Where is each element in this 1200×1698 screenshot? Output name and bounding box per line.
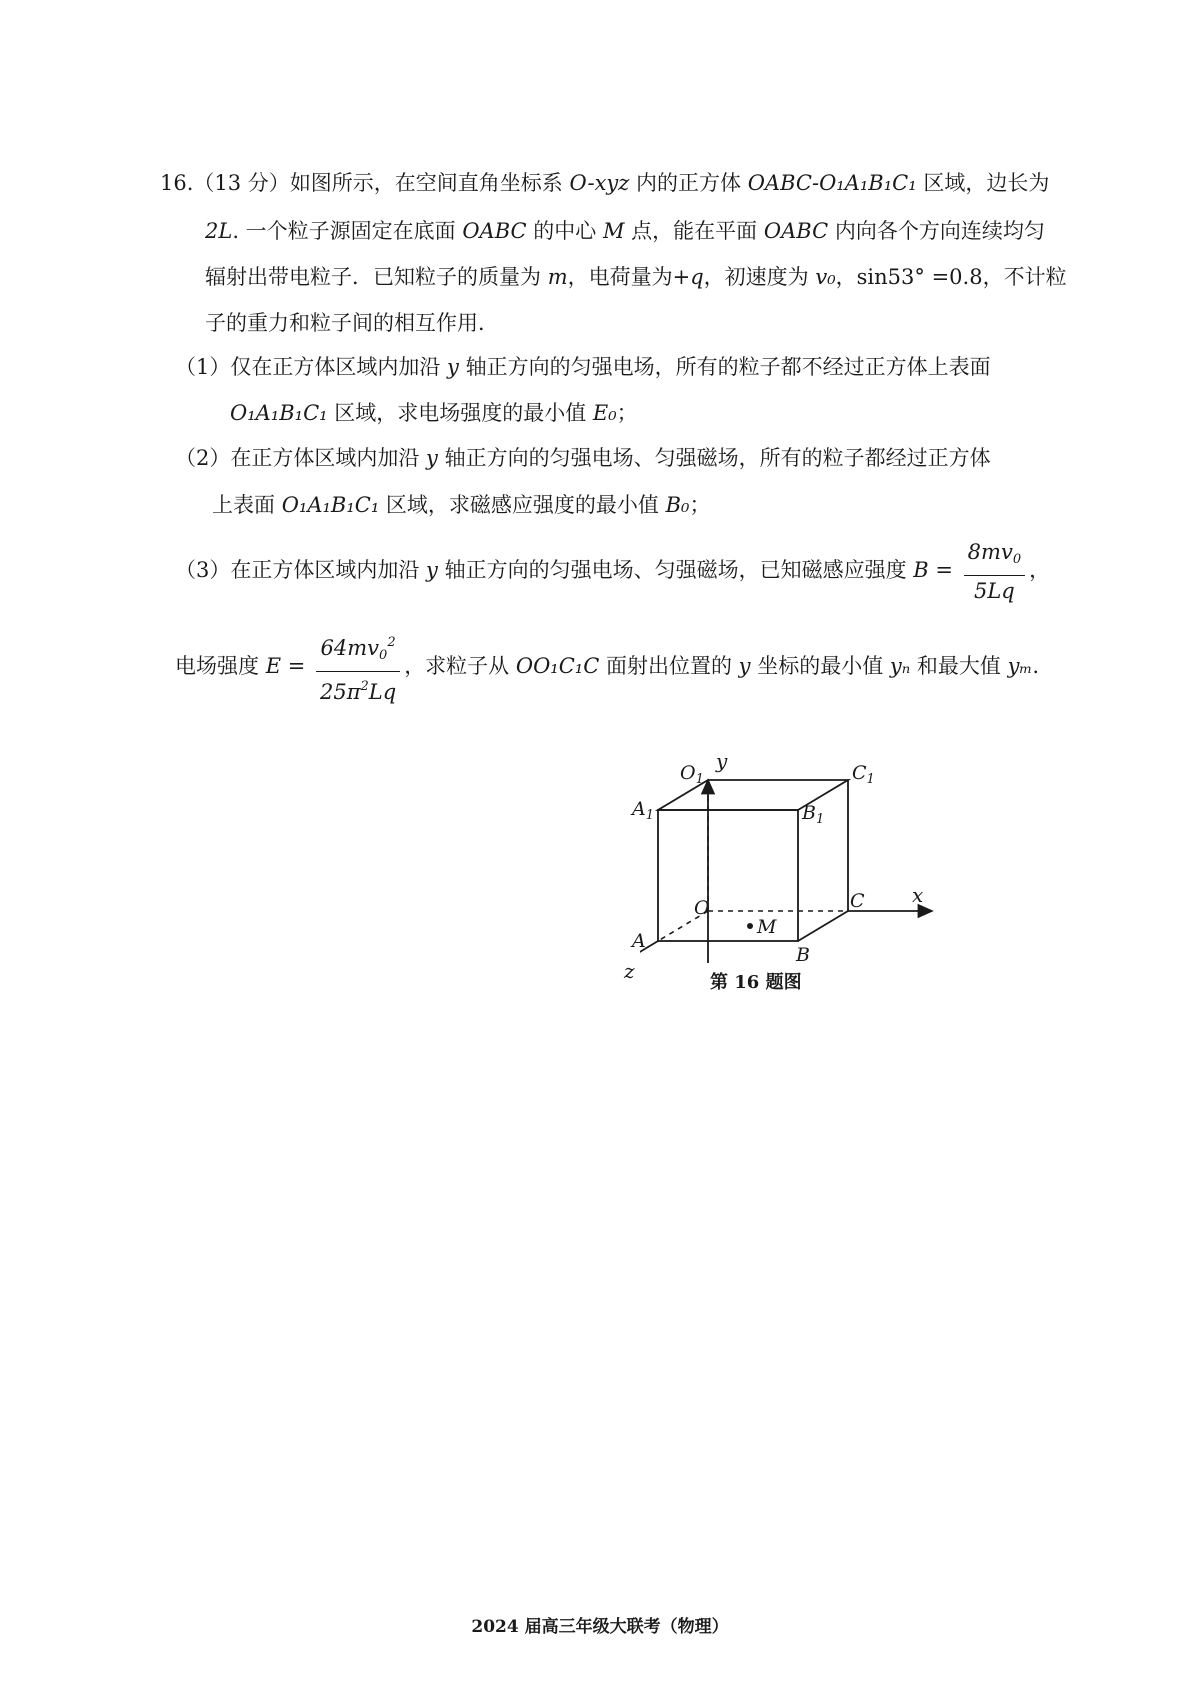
a-text: A: [632, 930, 646, 952]
line2-text-3: 点，能在平面: [624, 219, 764, 243]
q2-b0: B₀: [665, 493, 690, 517]
axis-y-text: y: [716, 749, 728, 773]
q1-text-3: 区域，求电场强度的最小值: [327, 401, 593, 425]
front-face: [658, 810, 798, 941]
b-denominator: 5Lq: [974, 579, 1015, 603]
problem-score: （13 分）: [193, 171, 290, 195]
problem-line-3: [205, 262, 1067, 292]
page-footer: [0, 1612, 1200, 1637]
a1-text: A: [632, 798, 646, 820]
cube-diagram: [640, 768, 1030, 1098]
q3-end: .: [1032, 654, 1040, 678]
q3-text-4: ，求粒子从: [404, 654, 516, 678]
q3-text-5: 面射出位置的: [599, 654, 739, 678]
line3-text-3: ，初速度为: [703, 265, 816, 289]
label-a: [632, 926, 646, 956]
c-text: C: [850, 890, 865, 912]
q3-yn: yₙ: [889, 654, 911, 678]
line2-text-4: 内向各个方向连续均匀: [828, 219, 1045, 243]
q3-y: y: [426, 558, 438, 582]
q1-text-2: 轴正方向的匀强电场，所有的粒子都不经过正方体上表面: [458, 355, 991, 379]
q3-e-symbol: E: [265, 654, 282, 678]
velocity-symbol: v₀: [815, 265, 836, 289]
intro-text-3: 区域，边长为: [916, 171, 1050, 195]
e-numerator-sup: 2: [387, 635, 396, 650]
question-3-line-2: [175, 628, 1039, 707]
problem-line-1: [160, 168, 1049, 198]
label-axis-y: [716, 746, 727, 776]
caption-text: 第 16 题图: [710, 972, 802, 993]
q3-y2: y: [738, 654, 751, 678]
label-axis-z: [624, 956, 635, 986]
e-denominator: 25π: [319, 680, 361, 704]
q1-text: （1）仅在正方体区域内加沿: [175, 355, 448, 379]
e-denominator-sup: 2: [360, 679, 369, 694]
q2-text: （2）在正方体区域内加沿: [175, 446, 427, 470]
label-axis-x: [912, 880, 923, 910]
footer-text: 2024 届高三年级大联考（物理）: [471, 1617, 729, 1637]
b-text: B: [796, 944, 810, 966]
label-c: [850, 886, 865, 916]
line2-text-2: 的中心: [526, 219, 603, 243]
q3-ym: yₘ: [1007, 654, 1033, 678]
mass-symbol: m: [547, 265, 568, 289]
intro-text-2: 内的正方体: [629, 171, 748, 195]
b-numerator: 8mv: [967, 540, 1013, 564]
q1-e0: E₀: [592, 401, 617, 425]
question-2-line-2: [212, 490, 710, 520]
line3-text-2: ，电荷量为+: [567, 265, 691, 289]
o1-sub: 1: [695, 772, 704, 787]
q2-y: y: [426, 446, 438, 470]
line3-text-4: ，sin53° =0.8，不计粒: [835, 265, 1067, 289]
c1-sub: 1: [866, 772, 875, 787]
q3-text-6: 坐标的最小值: [750, 654, 890, 678]
m-text: M: [757, 916, 777, 938]
b1-text: B: [802, 802, 816, 824]
plane-oabc: OABC: [763, 219, 829, 243]
q3-comma: ，: [1029, 558, 1051, 582]
c1-text: C: [852, 762, 867, 784]
line4-text: 子的重力和粒子间的相互作用．: [205, 311, 499, 335]
question-1-line-2: [230, 398, 638, 428]
o1-text: O: [680, 762, 696, 784]
q2-end: ；: [689, 493, 711, 517]
q2-text-3: 上表面: [212, 493, 282, 517]
q3-b-symbol: B: [913, 558, 929, 582]
q3-text: （3）在正方体区域内加沿: [175, 558, 427, 582]
label-o1: [680, 758, 704, 795]
b-fraction: [964, 537, 1025, 606]
problem-line-4: [205, 308, 499, 338]
cube-name: OABC-O₁A₁B₁C₁: [747, 171, 917, 195]
label-b1: [802, 798, 824, 835]
q2-text-4: 区域，求磁感应强度的最小值: [379, 493, 666, 517]
q1-end: ；: [616, 401, 638, 425]
q3-text-2: 轴正方向的匀强电场、匀强磁场，已知磁感应强度: [437, 558, 914, 582]
q1-face: O₁A₁B₁C₁: [230, 401, 328, 425]
q3-face: OO₁C₁C: [515, 654, 600, 678]
q3-text-7: 和最大值: [910, 654, 1008, 678]
e-denominator-2: Lq: [368, 680, 397, 704]
o-text: O: [694, 897, 710, 919]
point-m: M: [602, 219, 625, 243]
intro-text: 如图所示，在空间直角坐标系: [289, 171, 570, 195]
cube-figure: [624, 749, 1030, 1098]
e-numerator-sub: 0: [379, 648, 388, 663]
coord-system: O-xyz: [569, 171, 630, 195]
q3-equals: =: [928, 558, 960, 582]
edge-b-c: [798, 911, 848, 941]
question-3-line-1: [175, 537, 1050, 606]
label-m: [757, 912, 776, 942]
e-numerator: 64mv: [320, 636, 380, 660]
problem-number: 16.: [160, 171, 194, 195]
axis-z-text: z: [624, 959, 635, 983]
line2-text: . 一个粒子源固定在底面: [232, 219, 463, 243]
label-c1: [852, 758, 875, 795]
point-m-dot: [747, 923, 753, 929]
face-oabc: OABC: [462, 219, 527, 243]
b-numerator-sub: 0: [1012, 552, 1022, 567]
label-a1: [632, 794, 654, 831]
charge-symbol: q: [690, 265, 704, 289]
q2-face: O₁A₁B₁C₁: [281, 493, 380, 517]
q1-y: y: [447, 355, 459, 379]
problem-line-2: [205, 216, 1045, 246]
axis-x-text: x: [912, 883, 924, 907]
question-1-line-1: [175, 352, 991, 382]
b1-sub: 1: [815, 812, 825, 827]
label-b: [796, 940, 810, 970]
q3-text-3: 电场强度: [175, 654, 266, 678]
line3-text: 辐射出带电粒子．已知粒子的质量为: [205, 265, 548, 289]
q3-e-equals: =: [281, 654, 312, 678]
q2-text-2: 轴正方向的匀强电场、匀强磁场，所有的粒子都经过正方体: [437, 446, 991, 470]
e-fraction: [316, 628, 400, 707]
question-2-line-1: [175, 443, 991, 473]
label-o: [694, 893, 710, 923]
figure-caption: [710, 968, 802, 998]
a1-sub: 1: [645, 808, 655, 823]
side-length: 2L: [205, 219, 233, 243]
